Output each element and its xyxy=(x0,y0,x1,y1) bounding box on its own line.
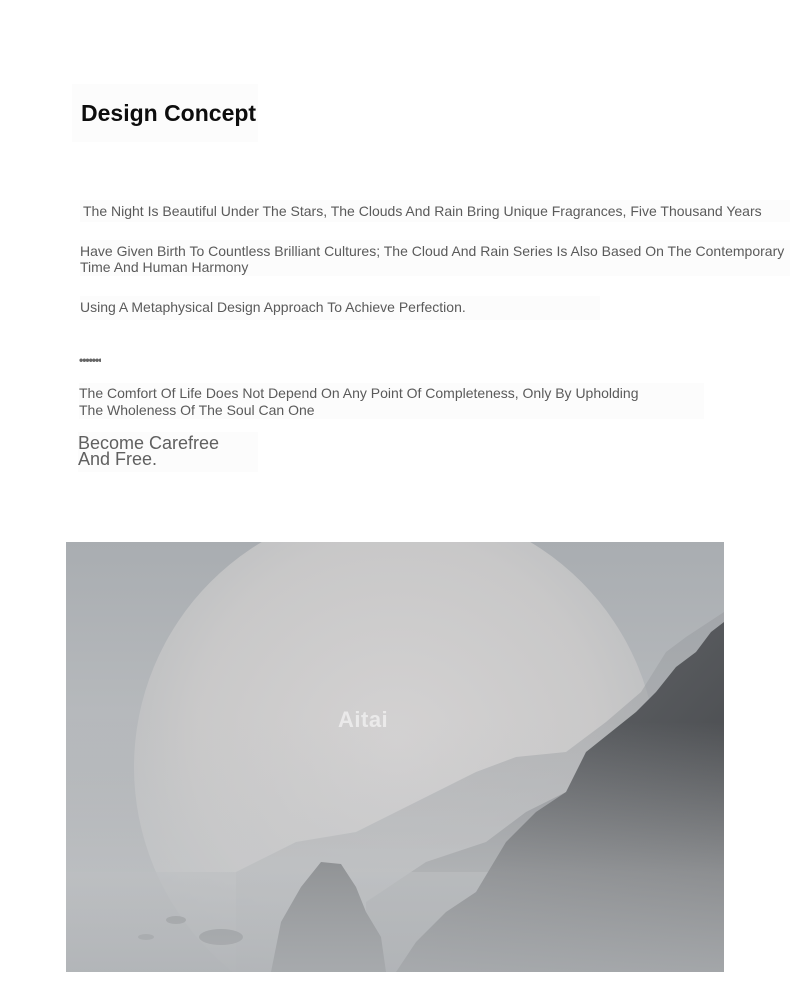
paragraph-culture-line-1: Have Given Birth To Countless Brilliant Cultures; The Cloud And Rain Series Is Also Based On The Contemporary xyxy=(80,243,785,259)
dot-separator: ••••••• xyxy=(79,353,102,367)
paragraph-approach: Using A Metaphysical Design Approach To Achieve Perfection. xyxy=(80,296,600,320)
paragraph-carefree-line-2: And Free. xyxy=(78,449,158,469)
paragraph-culture-line-2: Time And Human Harmony xyxy=(80,259,249,275)
mist-overlay xyxy=(66,722,724,972)
paragraph-carefree-line-1: Become Carefree xyxy=(78,433,220,453)
paragraph-carefree xyxy=(78,432,258,472)
hero-landscape xyxy=(66,542,724,972)
paragraph-culture xyxy=(80,240,790,276)
paragraph-intro: The Night Is Beautiful Under The Stars, The Clouds And Rain Bring Unique Fragrances, Five Thousand Years xyxy=(80,200,790,222)
watermark-text: Aitai xyxy=(338,707,389,732)
paragraph-comfort-line-2: The Wholeness Of The Soul Can One xyxy=(79,402,315,418)
section-title: Design Concept xyxy=(72,84,258,142)
paragraph-comfort xyxy=(79,383,704,419)
hero-image xyxy=(66,542,724,972)
paragraph-comfort-line-1: The Comfort Of Life Does Not Depend On Any Point Of Completeness, Only By Upholding xyxy=(79,385,639,401)
